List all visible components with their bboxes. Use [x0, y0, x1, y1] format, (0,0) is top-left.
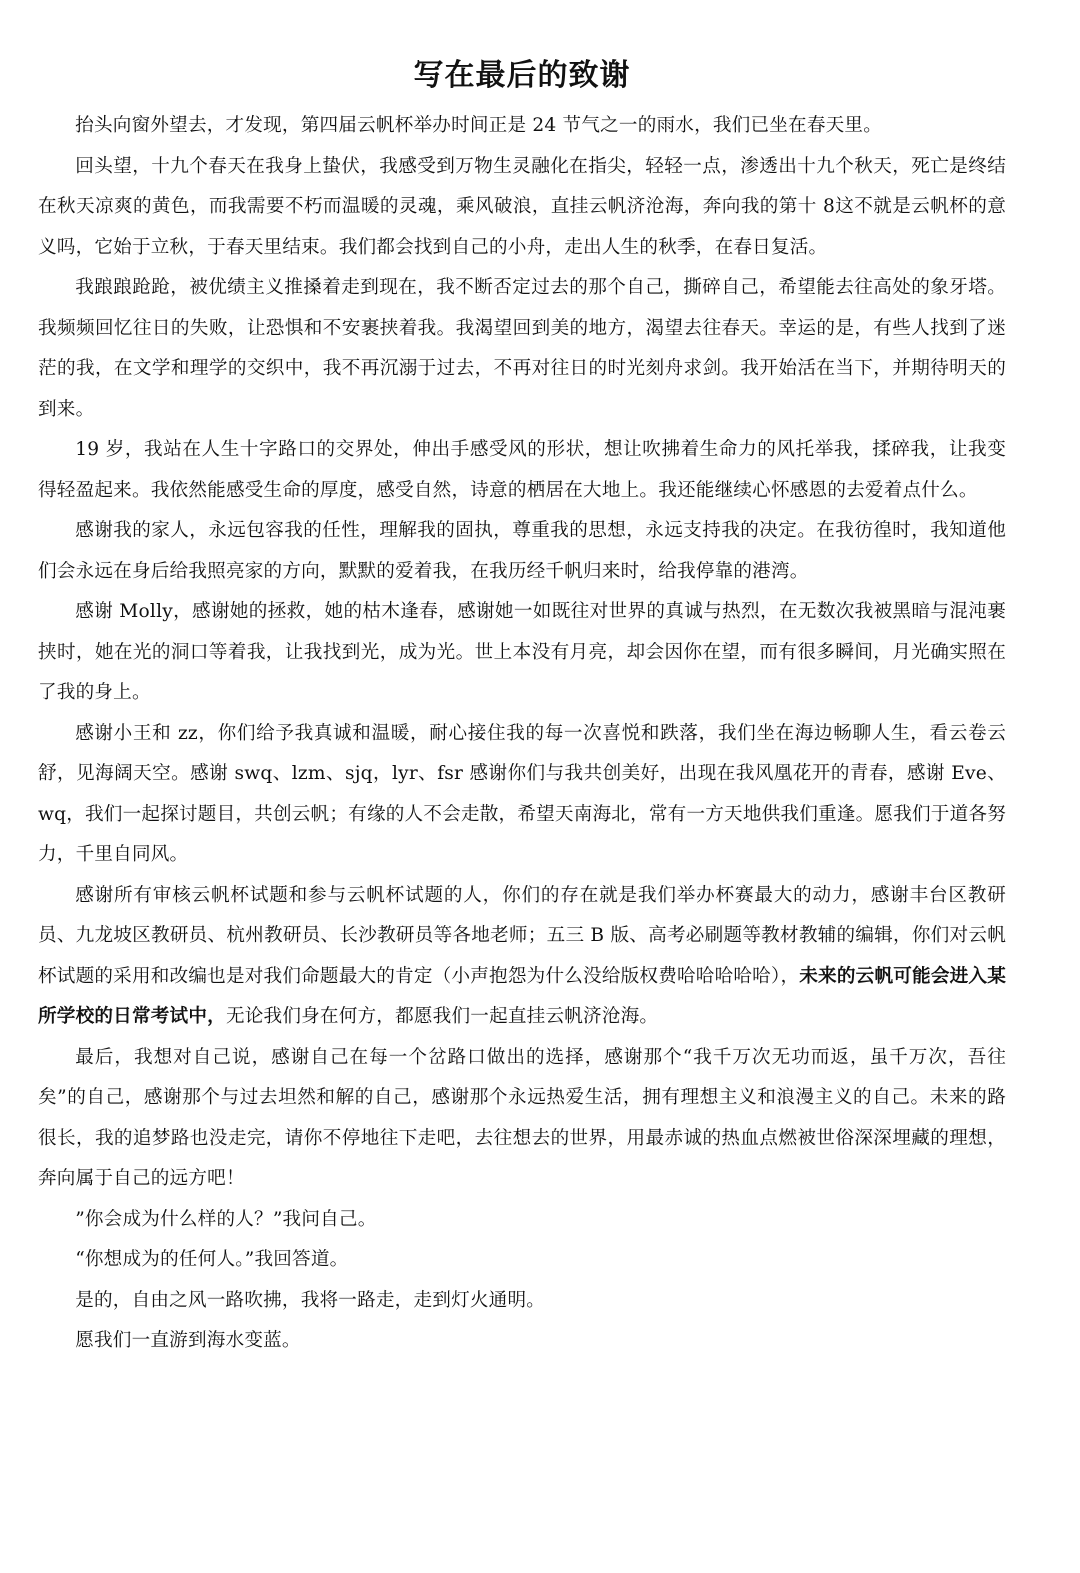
paragraph-thanks-molly: 感谢 Molly，感谢她的拯救，她的枯木逢春，感谢她一如既往对世界的真诚与热烈，在无数次我被黑暗与混沌裹挟时，她在光的洞口等着我，让我找到光，成为光。世上本没有月亮，却会因你在望，而有很多瞬间，月光确实照在了我的身上。 [38, 601, 1006, 703]
document-page [38, 48, 1006, 1362]
paragraph-window: 抬头向窗外望去，才发现，第四届云帆杯举办时间正是 24 节气之一的雨水，我们已坐在春天里。 [75, 115, 883, 136]
paragraph-to-myself: 最后，我想对自己说，感谢自己在每一个岔路口做出的选择，感谢那个“我千万次无功而返，虽千万次，吾往矣”的自己，感谢那个与过去坦然和解的自己，感谢那个永远热爱生活，拥有理想主义和浪漫主义的自己。未来的路很长，我的追梦路也没走完，请你不停地往下走吧，去往想去的世界，用最赤诚的热血点燃被世俗深深埋藏的理想，奔向属于自己的远方吧！ [38, 1046, 1006, 1189]
reviewers-text-end: 无论我们身在何方，都愿我们一起直挂云帆济沧海。 [225, 1006, 659, 1027]
reviewers-bold-text: 未来的云帆可能会进入某所学校的日常考试中， [38, 965, 1007, 1027]
paragraph-stumbling: 我踉踉跄跄，被优绩主义推搡着走到现在，我不断否定过去的那个自己，撕碎自己，希望能去往高处的象牙塔。我频频回忆往日的失败，让恐惧和不安裹挟着我。我渴望回到美的地方，渴望去往春天。幸运的是，有些人找到了迷茫的我，在文学和理学的交织中，我不再沉溺于过去，不再对往日的时光刻舟求剑。我开始活在当下，并期待明天的到来。 [38, 277, 1006, 420]
paragraph-thanks-family: 感谢我的家人，永远包容我的任性，理解我的固执，尊重我的思想，永远支持我的决定。在我彷徨时，我知道他们会永远在身后给我照亮家的方向，默默的爱着我，在我历经千帆归来时，给我停靠的港湾。 [38, 520, 1006, 582]
paragraph-age-19: 19 岁，我站在人生十字路口的交界处，伸出手感受风的形状，想让吹拂着生命力的风托举我，揉碎我，让我变得轻盈起来。我依然能感受生命的厚度，感受自然，诗意的栖居在大地上。我还能继续心怀感恩的去爱着点什么。 [38, 439, 1006, 501]
reviewers-text: 感谢所有审核云帆杯试题和参与云帆杯试题的人，你们的存在就是我们举办杯赛最大的动力，感谢丰台区教研员、九龙坡区教研员、杭州教研员、长沙教研员等各地老师；五三 B 版、高考必刷题等教材教辅的编辑，你们对云帆杯试题的采用和改编也是对我们命题最大的肯定（小声抱怨为什么没给版权费哈哈哈哈哈）， [38, 884, 1006, 987]
paragraph-question: ”你会成为什么样的人？”我问自己。 [75, 1208, 377, 1230]
paragraph-answer: “你想成为的任何人。”我回答道。 [75, 1249, 349, 1270]
paragraph-wind: 是的，自由之风一路吹拂，我将一路走，走到灯火通明。 [75, 1289, 546, 1311]
paragraph-looking-back: 回头望，十九个春天在我身上蛰伏，我感受到万物生灵融化在指尖，轻轻一点，渗透出十九个秋天，死亡是终结在秋天凉爽的黄色，而我需要不朽而温暖的灵魂，乘风破浪，直挂云帆济沧海，奔向我的第十 8这不就是云帆杯的意义吗，它始于立秋，于春天里结束。我们都会找到自己的小舟，走出人生的秋季，在春日复活。 [38, 155, 1006, 258]
paragraph-thanks-friends: 感谢小王和 zz，你们给予我真诚和温暖，耐心接住我的每一次喜悦和跌落，我们坐在海边畅聊人生，看云卷云舒，见海阔天空。感谢 swq、lzm、sjq，lyr、fsr 感谢你们与我共创美好，出现在我风凰花开的青春，感谢 Eve、wq，我们一起探讨题目，共创云帆；有缘的人不会走散，希望天南海北，常有一方天地供我们重逢。愿我们于道各努力，千里自同风。 [38, 722, 1006, 865]
document-title: 写在最后的致谢 [413, 58, 631, 93]
paragraph-thanks-reviewers [38, 876, 1006, 1038]
paragraph-sea-blue: 愿我们一直游到海水变蓝。 [75, 1330, 301, 1351]
